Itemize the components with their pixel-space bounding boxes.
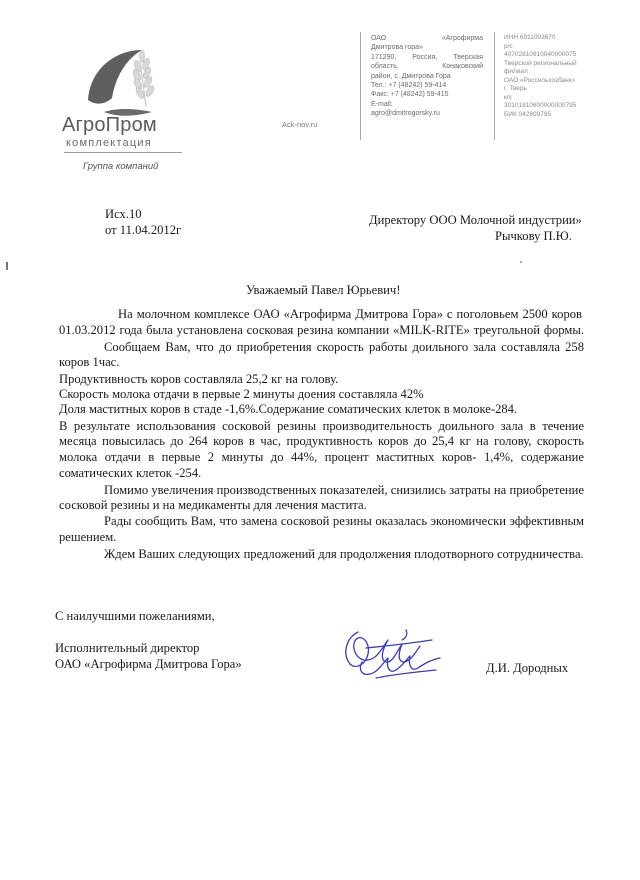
bank-inn: ИНН 6911003670 bbox=[504, 34, 556, 41]
handwritten-signature bbox=[336, 620, 446, 682]
body-paragraph-7-line-1: Помимо увеличения производственных показателей, снизились затраты на приобретение bbox=[104, 483, 584, 497]
contact-address-row-2 bbox=[371, 62, 483, 71]
contact-postcode: 171290, bbox=[371, 53, 397, 61]
bank-branch-1: Тверской региональный bbox=[504, 59, 577, 67]
body-paragraph-6-line-4: соматических клеток -254. bbox=[59, 466, 202, 480]
brand-subtitle: комплектация bbox=[66, 137, 152, 149]
body-paragraph-2-line-1: Сообщаем Вам, что до приобретения скорость работы доильного зала составляла 258 bbox=[104, 340, 584, 354]
letterhead-divider-right bbox=[494, 32, 495, 140]
contact-org-row bbox=[371, 34, 483, 43]
contact-address-row-3: район, с. Дмитрова Гора bbox=[371, 72, 451, 80]
body-paragraph-9: Ждем Ваших следующих предложений для продолжения плодотворного сотрудничества. bbox=[104, 547, 584, 561]
contact-oblast: область, bbox=[371, 63, 399, 71]
bank-branch-2: филиал bbox=[504, 68, 528, 75]
signer-name: Д.И. Дородных bbox=[486, 661, 569, 675]
closing-wishes: С наилучшими пожеланиями, bbox=[55, 609, 215, 623]
contact-region: Тверская bbox=[453, 53, 483, 61]
body-paragraph-3: Продуктивность коров составляла 25,2 кг на голову. bbox=[59, 372, 339, 386]
contact-email: agro@dmitrogorsky.ru bbox=[371, 110, 440, 118]
contact-org-name-2: Дмитрова гора» bbox=[371, 44, 423, 52]
bank-ks-label: к/с bbox=[504, 93, 512, 101]
bank-bik: БИК 042809795 bbox=[504, 110, 552, 118]
bank-rs: 40702810910040000075 bbox=[504, 51, 577, 58]
website-text: Ack-nov.ru bbox=[282, 120, 318, 129]
contact-org-name: «Агрофирма bbox=[441, 35, 483, 42]
greeting: Уважаемый Павел Юрьевич! bbox=[246, 283, 401, 297]
body-paragraph-6-line-3: молока отдачи в первые 2 минуты до 44%, процент маститных коров- 1,4%, содержание bbox=[59, 450, 584, 464]
contact-fax: Факс: +7 (48242) 59-415 bbox=[371, 91, 449, 99]
outgoing-date-value: 11.04.2012г bbox=[119, 223, 182, 237]
bank-details-block bbox=[504, 34, 604, 119]
body-paragraph-5: Доля маститных коров в стаде -1,6%.Содержание соматических клеток в молоке-284. bbox=[59, 402, 518, 416]
outgoing-date: от 11.04.2012г bbox=[105, 223, 182, 237]
bank-ks: 30101810600000000795 bbox=[504, 102, 577, 109]
body-paragraph-4: Скорость молока отдачи в первые 2 минуты доения составляла 42% bbox=[59, 387, 424, 401]
contact-address-row-1 bbox=[371, 53, 483, 62]
paper-speck bbox=[520, 261, 522, 263]
body-paragraph-1-line-1: На молочном комплексе ОАО «Агрофирма Дмитрова Гора» с поголовьем 2500 коров bbox=[118, 307, 582, 321]
bank-branch-3: ОАО «Россельхозбанк» bbox=[504, 76, 576, 84]
contact-country: Россия, bbox=[412, 53, 438, 61]
margin-mark bbox=[6, 262, 8, 270]
contact-district: Конаковский bbox=[442, 63, 483, 71]
addressee-position: Директору ООО Молочной индустрии» bbox=[369, 213, 582, 227]
body-paragraph-8-line-1: Рады сообщить Вам, что замена сосковой резины оказалась экономически эффективным bbox=[104, 514, 584, 528]
contact-phone: Тел.: +7 (48242) 59-414 bbox=[371, 82, 447, 90]
group-label: Группа компаний bbox=[83, 161, 159, 172]
contact-email-label: E-mail: bbox=[371, 100, 393, 108]
brand-divider bbox=[64, 152, 182, 153]
bank-city: г. Тверь bbox=[504, 85, 527, 92]
addressee-name: Рычкову П.Ю. bbox=[495, 229, 572, 243]
contact-block bbox=[371, 34, 483, 119]
letterhead-divider-left bbox=[360, 32, 361, 140]
body-paragraph-7-line-2: сосковой резины и на медикаменты для лечения мастита. bbox=[59, 498, 367, 512]
signer-title: Исполнительный директор bbox=[55, 641, 200, 655]
body-paragraph-2-line-2: коров 1час. bbox=[59, 355, 120, 369]
outgoing-number: Исх.10 bbox=[105, 207, 142, 221]
body-paragraph-8-line-2: решением. bbox=[59, 530, 117, 544]
bank-rs-label: р/с bbox=[504, 42, 513, 50]
body-paragraph-6-line-2: месяца повысилась до 264 коров в час, продуктивность коров до 25,4 кг на голову, скорость bbox=[59, 434, 584, 448]
contact-org-form: ОАО bbox=[371, 35, 387, 42]
body-paragraph-6-line-1: В результате использования сосковой резины производительность доильного зала в течение bbox=[59, 419, 584, 433]
signer-company: ОАО «Агрофирма Дмитрова Гора» bbox=[55, 657, 242, 671]
brand-name: АгроПром bbox=[62, 114, 157, 136]
agroprom-logo bbox=[76, 42, 186, 122]
body-paragraph-1-line-2: 01.03.2012 года была установлена сосковая резина компании «MILK-RITE» треугольной формы. bbox=[59, 323, 584, 337]
